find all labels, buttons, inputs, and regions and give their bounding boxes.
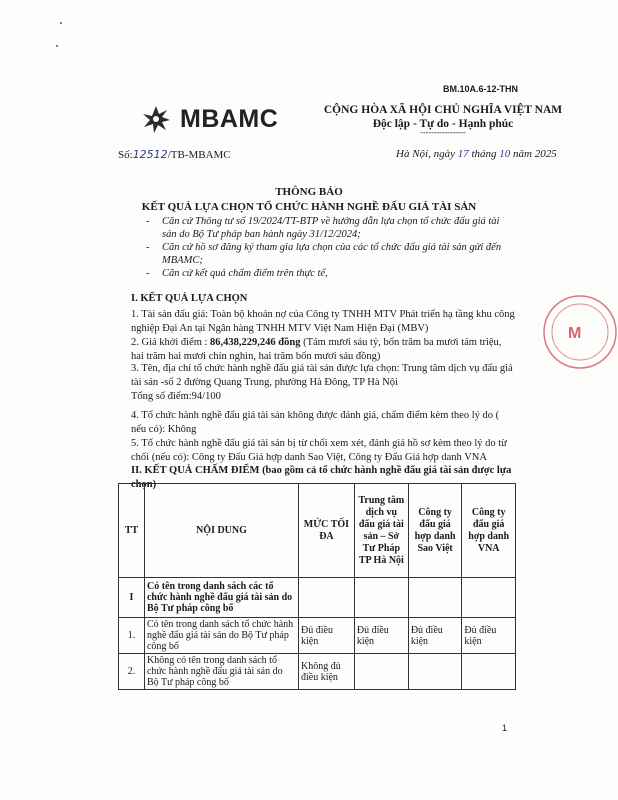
header-org-3: Công ty đấu giá hợp danh VNA (462, 484, 516, 578)
document-number: Số:12512/TB-MBAMC (118, 148, 231, 161)
basis-item: - Căn cứ hồ sơ đăng ký tham gia lựa chọn của các tổ chức đấu giá tài sản gửi đến MBAMC; (146, 241, 516, 267)
star-logo-icon (140, 104, 176, 134)
score-table (118, 483, 516, 690)
section-1-item-3: 3. Tên, địa chỉ tổ chức hành nghề đấu giá tài sản được lựa chọn: Trung tâm dịch vụ đấu giá tài sản -số 2 đường Quang Trung, phường Hà Đông, TP Hà Nội (131, 363, 513, 388)
header-max: MỨC TỐI ĐA (299, 484, 355, 578)
starting-price: 86,438,229,246 đồng (210, 337, 301, 348)
handwritten-day: 17 (457, 148, 469, 160)
company-logo (140, 104, 278, 134)
svg-text:M: M (568, 325, 582, 342)
handwritten-month: 10 (499, 148, 511, 160)
section-1-item-5: 5. Tổ chức hành nghề đấu giá tài sản bị từ chối xem xét, đánh giá hồ sơ kèm theo lý do từ chối (nếu có): Công ty Đấu Giá hợp danh Sao Việt, Công ty Đấu Giá hợp danh VNA (131, 438, 507, 463)
header-org-2: Công ty đấu giá hợp danh Sao Việt (408, 484, 462, 578)
total-score: Tổng số điểm:94/100 (131, 391, 221, 402)
group-content: Có tên trong danh sách các tổ chức hành nghề đấu giá tài sản do Bộ Tư pháp công bố (144, 578, 298, 618)
section-1-item-2: 2. Giá khởi điểm : 86,438,229,246 đồng (Tám mươi sáu tỷ, bốn trăm ba mươi tám triệu, hai trăm hai mươi chín nghìn, hai trăm bốn mươi sáu đồng) (131, 337, 502, 362)
handwritten-number: 12512 (132, 148, 168, 161)
form-code: BM.10A.6-12-THN (443, 84, 519, 94)
header-org-1: Trung tâm dịch vụ đấu giá tài sản – Sở Tư Pháp TP Hà Nội (354, 484, 408, 578)
scan-speck (56, 45, 58, 47)
notice-title: THÔNG BÁO (275, 186, 343, 198)
scan-speck (60, 22, 62, 24)
table-row: 1. Có tên trong danh sách tổ chức hành nghề đấu giá tài sản do Bộ Tư pháp công bố Đủ điều kiện Đủ điều kiện Đủ điều kiện Đủ điều kiện (119, 618, 516, 654)
section-1-item-4: 4. Tổ chức hành nghề đấu giá tài sản không được đánh giá, chấm điểm kèm theo lý do ( nếu có): Không (131, 410, 500, 435)
nation-name: CỘNG HÒA XÃ HỘI CHỦ NGHĨA VIỆT NAM (323, 104, 563, 116)
header-divider: ----------------- (420, 128, 466, 137)
national-motto: Độc lập - Tự do - Hạnh phúc (372, 118, 514, 130)
page-number: 1 (502, 723, 508, 733)
header-tt: TT (119, 484, 145, 578)
section-1-item-1: 1. Tài sản đấu giá: Toàn bộ khoản nợ của Công ty TNHH MTV Phát triển hạ tầng khu công nghiệp Đại An tại Ngân hàng TNHH MTV Việt Nam Hiện Đại (MBV) (131, 309, 515, 334)
document-date: Hà Nội, ngày 17 tháng 10 năm 2025 (396, 148, 557, 160)
table-group-row (119, 578, 516, 618)
national-header (318, 104, 568, 137)
section-2-heading: II. KẾT QUẢ CHẤM ĐIỂM (bao gồm cả tổ chức hành nghề đấu giá tài sản được lựa chọn) (131, 465, 512, 490)
basis-item: - Căn cứ kết quả chấm điểm trên thực tế, (146, 267, 516, 280)
logo-text: MBAMC (180, 104, 279, 133)
table-header-row (119, 484, 516, 578)
basis-item: - Căn cứ Thông tư số 19/2024/TT-BTP về hướng dẫn lựa chọn tổ chức đấu giá tài sản do Bộ Tư pháp ban hành ngày 31/12/2024; (146, 215, 516, 241)
legal-bases (146, 215, 516, 280)
section-1-heading: I. KẾT QUẢ LỰA CHỌN (131, 293, 248, 304)
notice-subtitle: KẾT QUẢ LỰA CHỌN TỔ CHỨC HÀNH NGHỀ ĐẤU GIÁ TÀI SẢN (141, 201, 477, 213)
header-content: NỘI DUNG (144, 484, 298, 578)
official-seal-icon (540, 292, 618, 372)
group-tt: I (119, 578, 145, 618)
table-row: 2. Không có tên trong danh sách tổ chức hành nghề đấu giá tài sản do Bộ Tư pháp công bố Không đủ điều kiện (119, 654, 516, 690)
